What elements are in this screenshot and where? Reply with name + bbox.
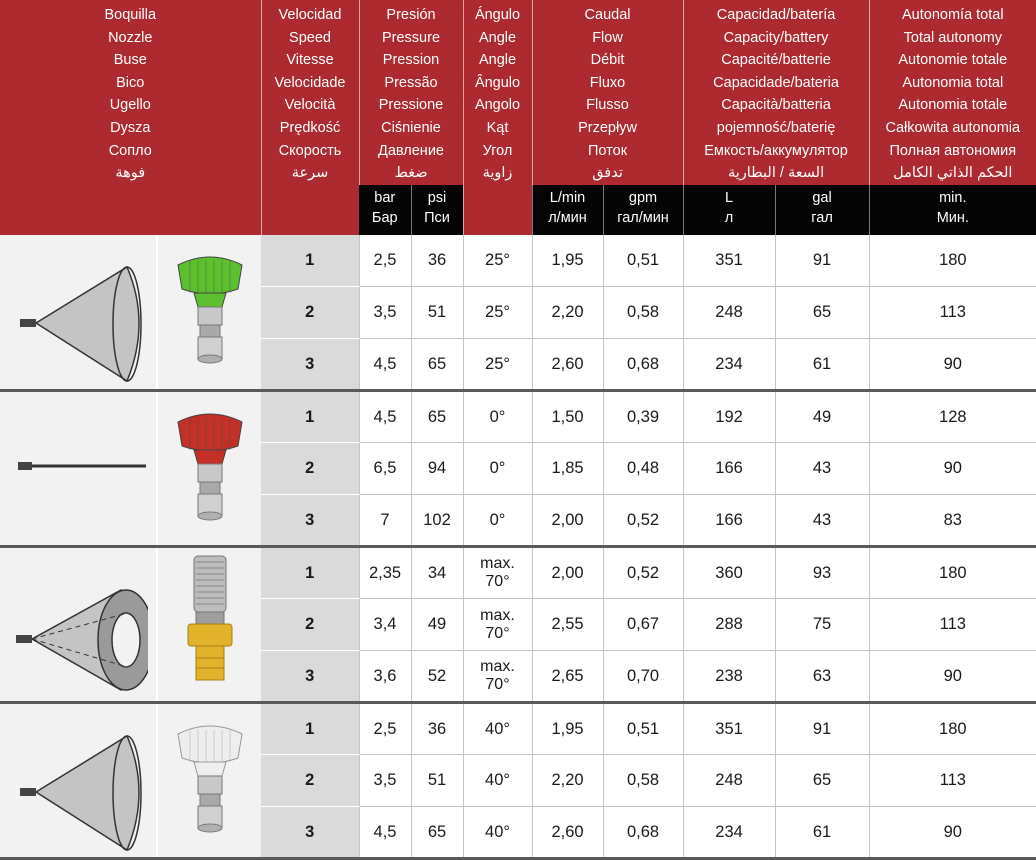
cell-l: 234 <box>683 807 775 859</box>
cell-min: 180 <box>869 703 1036 755</box>
cell-psi: 102 <box>411 495 463 547</box>
cell-psi: 49 <box>411 599 463 651</box>
header-line: Débit <box>590 52 625 69</box>
jet-line-spray-icon <box>0 391 157 547</box>
cell-lmin: 2,20 <box>532 755 603 807</box>
wide-cone-spray-icon <box>0 235 157 391</box>
header-line: الحكم الذاتي الكامل <box>893 165 1013 182</box>
cell-bar: 2,5 <box>359 235 411 287</box>
speed-level: 1 <box>261 235 359 287</box>
cell-gal: 75 <box>775 599 869 651</box>
cell-min: 180 <box>869 235 1036 287</box>
header-line: Speed <box>289 29 331 46</box>
unit-gpm <box>603 185 683 235</box>
header-capacity <box>683 0 869 185</box>
cell-angle <box>463 495 532 547</box>
cell-l: 360 <box>683 547 775 599</box>
brass-quick-coupler-icon <box>157 547 261 703</box>
header-line: زاوية <box>482 165 513 182</box>
cell-angle <box>463 391 532 443</box>
cell-lmin: 1,95 <box>532 703 603 755</box>
speed-level: 1 <box>261 391 359 443</box>
cell-bar: 3,4 <box>359 599 411 651</box>
angle-line: 25° <box>485 251 510 269</box>
cell-gpm: 0,51 <box>603 235 683 287</box>
speed-level: 3 <box>261 495 359 547</box>
cell-bar: 3,5 <box>359 287 411 339</box>
header-line: л <box>724 209 734 226</box>
speed-level: 2 <box>261 755 359 807</box>
header-line: Presión <box>386 7 436 23</box>
cell-lmin: 2,60 <box>532 807 603 859</box>
header-line: Vitesse <box>286 52 334 69</box>
cell-angle <box>463 807 532 859</box>
wide-cone-spray-icon <box>0 703 157 859</box>
cell-min: 83 <box>869 495 1036 547</box>
header-line: ضغط <box>394 165 428 182</box>
header-line: Ángulo <box>474 7 521 23</box>
cell-psi: 65 <box>411 339 463 391</box>
header-line: Autonomía total <box>902 7 1004 23</box>
cell-gpm: 0,58 <box>603 755 683 807</box>
header-line: Pressione <box>378 97 444 114</box>
cell-psi: 51 <box>411 755 463 807</box>
angle-line: max. <box>480 555 515 573</box>
header-line: гал/мин <box>617 209 669 226</box>
header-line: л/мин <box>548 209 587 226</box>
header-line: L/min <box>549 189 586 206</box>
header-line: гал <box>811 209 833 226</box>
angle-line: max. <box>480 658 515 676</box>
cell-lmin: 2,20 <box>532 287 603 339</box>
cell-gpm: 0,39 <box>603 391 683 443</box>
header-line: Przepływ <box>578 119 637 136</box>
cell-gpm: 0,48 <box>603 443 683 495</box>
cell-min: 90 <box>869 651 1036 703</box>
cell-gal: 65 <box>775 287 869 339</box>
header-line: Angle <box>478 52 517 69</box>
header-line: gpm <box>628 189 658 206</box>
cell-angle <box>463 235 532 287</box>
cell-bar: 2,5 <box>359 703 411 755</box>
table-header <box>0 0 1036 235</box>
cell-gal: 65 <box>775 755 869 807</box>
speed-level: 3 <box>261 807 359 859</box>
speed-level: 1 <box>261 547 359 599</box>
unit-l <box>683 185 775 235</box>
cell-gpm: 0,67 <box>603 599 683 651</box>
header-line: Nozzle <box>108 29 153 46</box>
cell-min: 113 <box>869 599 1036 651</box>
header-line: Capacidad/batería <box>716 7 836 23</box>
cell-angle <box>463 287 532 339</box>
cell-lmin: 2,00 <box>532 495 603 547</box>
speed-level: 2 <box>261 443 359 495</box>
cell-angle <box>463 443 532 495</box>
header-line: Capacité/batterie <box>721 52 831 69</box>
cell-gal: 43 <box>775 443 869 495</box>
cell-angle <box>463 755 532 807</box>
table-row <box>0 703 1036 755</box>
cell-min: 180 <box>869 547 1036 599</box>
cell-lmin: 2,65 <box>532 651 603 703</box>
cell-l: 234 <box>683 339 775 391</box>
header-line: Fluxo <box>589 74 626 91</box>
header-line: Buse <box>113 52 147 69</box>
header-line: Caudal <box>584 7 631 23</box>
header-line: Angle <box>478 29 517 46</box>
header-line: Total autonomy <box>903 29 1002 46</box>
header-line: Pression <box>382 52 440 69</box>
header-line: Dysza <box>110 119 151 136</box>
unit-bar <box>359 185 411 235</box>
cell-angle <box>463 703 532 755</box>
cell-l: 288 <box>683 599 775 651</box>
angle-line: 70° <box>485 573 510 591</box>
header-angle <box>463 0 532 235</box>
cell-gal: 49 <box>775 391 869 443</box>
angle-line: 25° <box>485 354 510 373</box>
cell-l: 248 <box>683 755 775 807</box>
header-line: Capacity/battery <box>723 29 829 46</box>
header-line: Capacidade/bateria <box>713 74 839 91</box>
header-line: Емкость/аккумулятор <box>704 142 848 159</box>
cell-l: 238 <box>683 651 775 703</box>
unit-lmin <box>532 185 603 235</box>
cell-min: 128 <box>869 391 1036 443</box>
cell-bar: 3,5 <box>359 755 411 807</box>
cell-lmin: 2,00 <box>532 547 603 599</box>
cell-l: 166 <box>683 443 775 495</box>
header-line: Flow <box>592 29 623 46</box>
angle-line: 0° <box>489 510 506 529</box>
cell-psi: 36 <box>411 235 463 287</box>
header-line: min. <box>939 189 967 206</box>
cell-l: 192 <box>683 391 775 443</box>
header-line: Мин. <box>936 209 969 226</box>
cell-psi: 65 <box>411 807 463 859</box>
cell-bar: 3,6 <box>359 651 411 703</box>
header-line: Velocità <box>284 97 336 114</box>
cell-lmin: 2,55 <box>532 599 603 651</box>
angle-line: 0° <box>489 459 506 478</box>
green-nozzle-icon <box>157 235 261 391</box>
cell-bar: 7 <box>359 495 411 547</box>
cell-lmin: 2,60 <box>532 339 603 391</box>
white-nozzle-icon <box>157 703 261 859</box>
unit-gal <box>775 185 869 235</box>
header-line: Prędkość <box>279 119 341 136</box>
table-row <box>0 547 1036 599</box>
header-speed <box>261 0 359 235</box>
header-line: Angolo <box>474 97 521 114</box>
cell-l: 166 <box>683 495 775 547</box>
cell-psi: 65 <box>411 391 463 443</box>
header-line: pojemność/baterię <box>716 119 836 136</box>
speed-level: 3 <box>261 651 359 703</box>
table-row <box>0 235 1036 287</box>
cell-gpm: 0,52 <box>603 547 683 599</box>
header-line: Velocidad <box>278 7 342 23</box>
hollow-cone-spray-icon <box>0 547 157 703</box>
cell-gpm: 0,68 <box>603 807 683 859</box>
cell-angle <box>463 547 532 599</box>
cell-psi: 36 <box>411 703 463 755</box>
cell-angle <box>463 339 532 391</box>
cell-bar: 6,5 <box>359 443 411 495</box>
header-line: Поток <box>587 142 628 159</box>
cell-gpm: 0,70 <box>603 651 683 703</box>
cell-gal: 61 <box>775 807 869 859</box>
header-line: bar <box>374 189 396 206</box>
cell-min: 90 <box>869 443 1036 495</box>
cell-gal: 93 <box>775 547 869 599</box>
angle-line: 40° <box>485 771 510 790</box>
header-pressure <box>359 0 463 185</box>
cell-l: 351 <box>683 703 775 755</box>
angle-line: 70° <box>485 676 510 694</box>
header-line: Ugello <box>109 97 151 114</box>
angle-line: 25° <box>485 303 510 322</box>
cell-bar: 4,5 <box>359 339 411 391</box>
header-line: Pressão <box>384 74 438 91</box>
cell-angle <box>463 651 532 703</box>
header-line: Угол <box>482 142 513 159</box>
header-line: Ciśnienie <box>381 119 441 136</box>
cell-l: 248 <box>683 287 775 339</box>
cell-min: 113 <box>869 755 1036 807</box>
speed-level: 2 <box>261 287 359 339</box>
header-nozzle <box>0 0 261 235</box>
cell-lmin: 1,95 <box>532 235 603 287</box>
cell-min: 113 <box>869 287 1036 339</box>
speed-level: 3 <box>261 339 359 391</box>
header-flow <box>532 0 683 185</box>
cell-gpm: 0,68 <box>603 339 683 391</box>
header-line: Полная автономия <box>889 142 1017 159</box>
header-line: Autonomia total <box>902 74 1004 91</box>
cell-bar: 2,35 <box>359 547 411 599</box>
header-line: Flusso <box>586 97 629 114</box>
header-line: Пси <box>424 209 450 226</box>
header-line: Velocidade <box>274 74 346 91</box>
header-line: Бар <box>371 209 398 226</box>
cell-l: 351 <box>683 235 775 287</box>
unit-min <box>869 185 1036 235</box>
header-line: Kąt <box>486 119 509 136</box>
red-nozzle-icon <box>157 391 261 547</box>
angle-line: max. <box>480 606 515 624</box>
header-line: Сопло <box>108 142 152 159</box>
header-autonomy <box>869 0 1036 185</box>
cell-gpm: 0,51 <box>603 703 683 755</box>
header-line: Ângulo <box>474 74 521 91</box>
header-line: Давление <box>378 142 444 159</box>
cell-psi: 34 <box>411 547 463 599</box>
header-line: gal <box>812 189 832 206</box>
cell-lmin: 1,50 <box>532 391 603 443</box>
angle-line: 0° <box>489 407 506 426</box>
header-line: السعة / البطارية <box>727 165 825 182</box>
header-line: Boquilla <box>104 7 157 23</box>
header-line: سرعة <box>291 165 329 182</box>
header-line: تدفق <box>592 165 623 182</box>
angle-line: 40° <box>485 719 510 738</box>
speed-level: 2 <box>261 599 359 651</box>
angle-line: 70° <box>485 624 510 642</box>
cell-gal: 43 <box>775 495 869 547</box>
header-line: Pressure <box>381 29 441 46</box>
cell-min: 90 <box>869 339 1036 391</box>
header-line: Bico <box>116 74 145 91</box>
header-line: Скорость <box>278 142 342 159</box>
cell-psi: 51 <box>411 287 463 339</box>
cell-bar: 4,5 <box>359 807 411 859</box>
cell-gal: 63 <box>775 651 869 703</box>
cell-gal: 91 <box>775 235 869 287</box>
header-line: Autonomia totale <box>898 97 1008 114</box>
header-line: فوهة <box>115 165 146 182</box>
cell-gpm: 0,52 <box>603 495 683 547</box>
header-line: L <box>724 189 734 206</box>
cell-gal: 61 <box>775 339 869 391</box>
cell-gpm: 0,58 <box>603 287 683 339</box>
unit-psi <box>411 185 463 235</box>
cell-gal: 91 <box>775 703 869 755</box>
angle-line: 40° <box>485 822 510 841</box>
cell-psi: 52 <box>411 651 463 703</box>
cell-angle <box>463 599 532 651</box>
header-line: Autonomie totale <box>898 52 1008 69</box>
table-row <box>0 391 1036 443</box>
table-body <box>0 235 1036 859</box>
cell-lmin: 1,85 <box>532 443 603 495</box>
header-line: psi <box>427 189 447 206</box>
cell-min: 90 <box>869 807 1036 859</box>
cell-psi: 94 <box>411 443 463 495</box>
header-line: Capacità/batteria <box>721 97 831 114</box>
header-line: Całkowita autonomia <box>885 119 1021 136</box>
cell-bar: 4,5 <box>359 391 411 443</box>
speed-level: 1 <box>261 703 359 755</box>
